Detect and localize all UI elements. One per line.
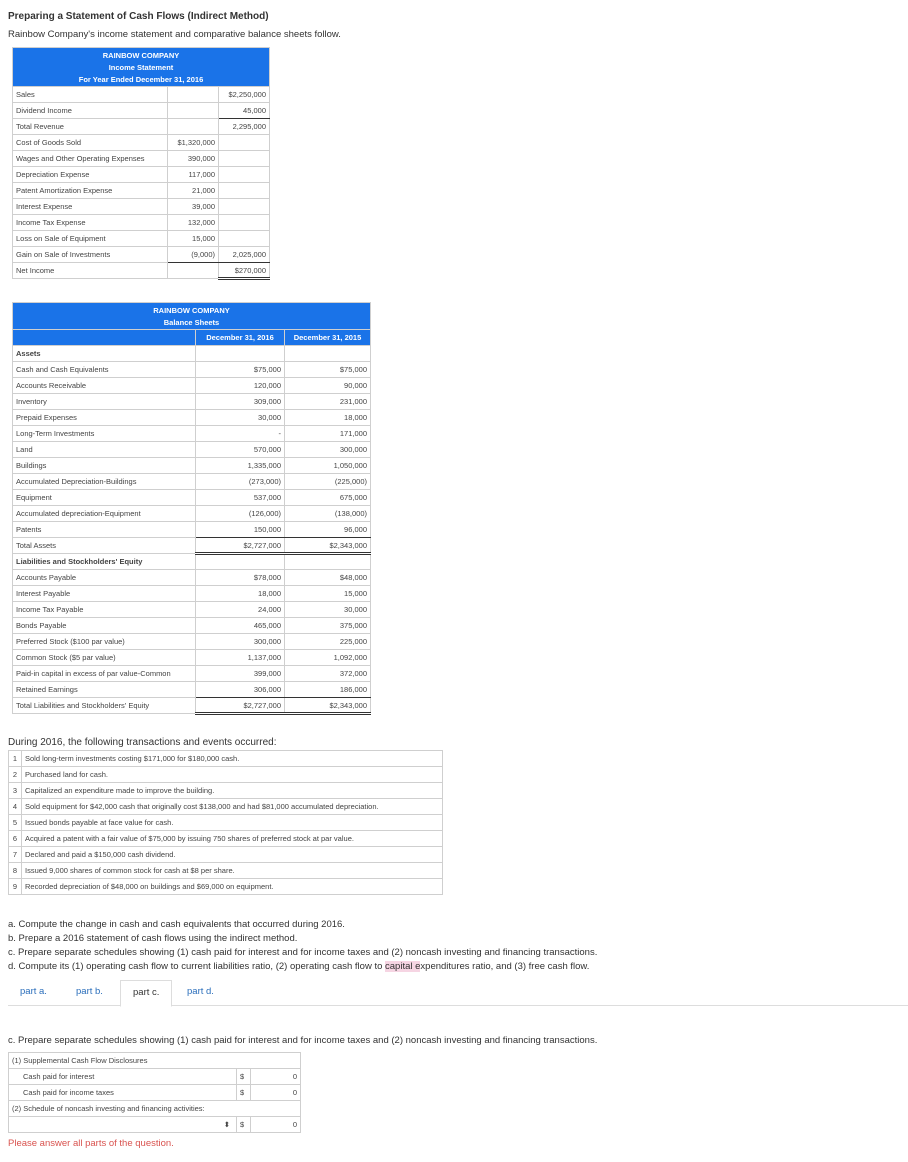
balance-sheet-header xyxy=(13,303,371,330)
table-row xyxy=(13,394,371,410)
table-row xyxy=(13,247,270,263)
row-label: Long-Term Investments xyxy=(13,426,196,442)
row-value-2016: 306,000 xyxy=(196,682,285,698)
row-label: Bonds Payable xyxy=(13,618,196,634)
table-row xyxy=(13,183,270,199)
empty-cell xyxy=(196,554,285,570)
row-value: 45,000 xyxy=(219,103,270,119)
row-label: Total Assets xyxy=(13,538,196,554)
row-value xyxy=(168,263,219,279)
tab-part-b[interactable]: part b. xyxy=(76,986,103,997)
list-item xyxy=(9,783,443,799)
row-value-2015: $2,343,000 xyxy=(285,538,371,554)
item-number: 9 xyxy=(9,879,22,895)
row-label: Buildings xyxy=(13,458,196,474)
item-number: 1 xyxy=(9,751,22,767)
item-text: Issued bonds payable at face value for cash. xyxy=(22,815,443,831)
table-row xyxy=(13,522,371,538)
row-value-2015: 90,000 xyxy=(285,378,371,394)
row-value-2016: 309,000 xyxy=(196,394,285,410)
row-value-2016: $75,000 xyxy=(196,362,285,378)
item-number: 6 xyxy=(9,831,22,847)
row-value xyxy=(219,151,270,167)
table-row xyxy=(13,378,371,394)
balance-col-2015: December 31, 2015 xyxy=(285,330,371,346)
row-value: 39,000 xyxy=(168,199,219,215)
row-value xyxy=(219,199,270,215)
table-row xyxy=(13,87,270,103)
question-d-text: d. Compute its (1) operating cash flow to current liabilities ratio, (2) operating cash flow to xyxy=(8,961,386,972)
row-value-2015: 15,000 xyxy=(285,586,371,602)
balance-name: Balance Sheets xyxy=(163,318,220,327)
item-text: Sold long-term investments costing $171,000 for $180,000 cash. xyxy=(22,751,443,767)
row-value-2016: 30,000 xyxy=(196,410,285,426)
row-value-2015: 171,000 xyxy=(285,426,371,442)
table-row xyxy=(13,490,371,506)
question-a: a. Compute the change in cash and cash equivalents that occurred during 2016. xyxy=(8,919,345,930)
row-value-2016: 399,000 xyxy=(196,666,285,682)
noncash-select[interactable] xyxy=(9,1117,237,1133)
row-value-2015: 375,000 xyxy=(285,618,371,634)
row-value xyxy=(219,215,270,231)
empty-cell xyxy=(285,346,371,362)
supp-heading: (1) Supplemental Cash Flow Disclosures xyxy=(9,1053,301,1069)
transactions-title: During 2016, the following transactions and events occurred: xyxy=(8,737,277,748)
transactions-list xyxy=(8,750,443,895)
row-label: Gain on Sale of Investments xyxy=(13,247,168,263)
item-number: 5 xyxy=(9,815,22,831)
row-label: Net Income xyxy=(13,263,168,279)
row-value xyxy=(168,103,219,119)
row-label: Income Tax Payable xyxy=(13,602,196,618)
list-item xyxy=(9,815,443,831)
row-label: Accounts Receivable xyxy=(13,378,196,394)
row-value-2016: 570,000 xyxy=(196,442,285,458)
table-row xyxy=(13,167,270,183)
interest-label: Cash paid for interest xyxy=(9,1069,237,1085)
table-row xyxy=(13,650,371,666)
income-period: For Year Ended December 31, 2016 xyxy=(78,75,204,84)
table-row xyxy=(13,410,371,426)
tax-label: Cash paid for income taxes xyxy=(9,1085,237,1101)
table-row xyxy=(13,458,371,474)
row-value-2015: $75,000 xyxy=(285,362,371,378)
row-value-2016: $2,727,000 xyxy=(196,698,285,714)
question-d-rest: xpenditures ratio, and (3) free cash flow. xyxy=(420,961,590,972)
row-value-2016: 120,000 xyxy=(196,378,285,394)
noncash-input[interactable]: 0 xyxy=(251,1117,301,1133)
row-value: 132,000 xyxy=(168,215,219,231)
item-text: Purchased land for cash. xyxy=(22,767,443,783)
row-value-2015: 1,050,000 xyxy=(285,458,371,474)
part-c-prompt: c. Prepare separate schedules showing (1) cash paid for interest and for income taxes and (2) noncash investing and financing transactions. xyxy=(8,1035,598,1046)
row-value-2015: $2,343,000 xyxy=(285,698,371,714)
row-label: Total Liabilities and Stockholders' Equity xyxy=(13,698,196,714)
table-row xyxy=(13,474,371,490)
balance-company: RAINBOW COMPANY xyxy=(153,306,230,315)
list-item xyxy=(9,751,443,767)
list-item xyxy=(9,831,443,847)
tax-input[interactable]: 0 xyxy=(251,1085,301,1101)
row-value xyxy=(219,183,270,199)
table-row xyxy=(13,634,371,650)
liabilities-heading-label: Liabilities and Stockholders' Equity xyxy=(13,554,196,570)
item-text: Recorded depreciation of $48,000 on buildings and $69,000 on equipment. xyxy=(22,879,443,895)
table-row xyxy=(13,215,270,231)
question-c: c. Prepare separate schedules showing (1) cash paid for interest and for income taxes and (2) noncash investing and financing transactions. xyxy=(8,947,598,958)
list-item xyxy=(9,799,443,815)
row-label: Patent Amortization Expense xyxy=(13,183,168,199)
item-number: 7 xyxy=(9,847,22,863)
assets-heading xyxy=(13,346,371,362)
list-item xyxy=(9,847,443,863)
row-value xyxy=(219,135,270,151)
table-row xyxy=(13,538,371,554)
row-label: Loss on Sale of Equipment xyxy=(13,231,168,247)
row-label: Total Revenue xyxy=(13,119,168,135)
tab-part-a[interactable]: part a. xyxy=(20,986,47,997)
row-value-2015: 30,000 xyxy=(285,602,371,618)
table-row xyxy=(13,586,371,602)
table-row xyxy=(13,666,371,682)
table-row xyxy=(13,602,371,618)
warning-text: Please answer all parts of the question. xyxy=(8,1138,174,1149)
intro-text: Rainbow Company's income statement and comparative balance sheets follow. xyxy=(8,29,341,40)
income-statement xyxy=(12,47,270,280)
tab-part-d[interactable]: part d. xyxy=(187,986,214,997)
row-label: Inventory xyxy=(13,394,196,410)
row-label: Equipment xyxy=(13,490,196,506)
row-value-2016: 150,000 xyxy=(196,522,285,538)
row-label: Interest Expense xyxy=(13,199,168,215)
row-value: (9,000) xyxy=(168,247,219,263)
table-row xyxy=(13,426,371,442)
row-value-2016: 1,335,000 xyxy=(196,458,285,474)
table-row xyxy=(13,199,270,215)
table-row xyxy=(13,618,371,634)
income-company: RAINBOW COMPANY xyxy=(102,51,180,60)
table-row xyxy=(13,135,270,151)
table-row xyxy=(13,263,270,279)
row-value xyxy=(219,167,270,183)
table-row xyxy=(13,682,371,698)
supplemental-schedule xyxy=(8,1052,301,1133)
row-value-2016: (126,000) xyxy=(196,506,285,522)
row-label: Retained Earnings xyxy=(13,682,196,698)
row-value-2016: - xyxy=(196,426,285,442)
table-row xyxy=(13,570,371,586)
balance-sheet xyxy=(12,302,371,715)
row-value-2015: 675,000 xyxy=(285,490,371,506)
row-value-2015: 231,000 xyxy=(285,394,371,410)
list-item xyxy=(9,879,443,895)
table-row xyxy=(13,103,270,119)
empty-cell xyxy=(285,554,371,570)
income-name: Income Statement xyxy=(108,63,174,72)
interest-currency: $ xyxy=(237,1069,251,1085)
row-value-2016: $78,000 xyxy=(196,570,285,586)
interest-input[interactable]: 0 xyxy=(251,1069,301,1085)
assets-heading-label: Assets xyxy=(13,346,196,362)
item-text: Acquired a patent with a fair value of $75,000 by issuing 750 shares of preferred stock at par value. xyxy=(22,831,443,847)
empty-cell xyxy=(196,346,285,362)
row-value-2016: 24,000 xyxy=(196,602,285,618)
question-b: b. Prepare a 2016 statement of cash flows using the indirect method. xyxy=(8,933,298,944)
row-label: Preferred Stock ($100 par value) xyxy=(13,634,196,650)
row-value: $270,000 xyxy=(219,263,270,279)
row-value: $1,320,000 xyxy=(168,135,219,151)
updown-icon[interactable]: ⬍ xyxy=(223,1120,230,1129)
item-text: Sold equipment for $42,000 cash that originally cost $138,000 and had $81,000 accumulated depreciation. xyxy=(22,799,443,815)
table-row xyxy=(13,119,270,135)
row-value-2015: 300,000 xyxy=(285,442,371,458)
row-label: Dividend Income xyxy=(13,103,168,119)
row-value: 15,000 xyxy=(168,231,219,247)
row-value-2016: $2,727,000 xyxy=(196,538,285,554)
list-item xyxy=(9,863,443,879)
table-row xyxy=(13,698,371,714)
row-label: Accounts Payable xyxy=(13,570,196,586)
row-value-2015: 372,000 xyxy=(285,666,371,682)
row-value-2016: 18,000 xyxy=(196,586,285,602)
income-statement-header xyxy=(13,48,270,87)
item-text: Capitalized an expenditure made to improve the building. xyxy=(22,783,443,799)
row-label: Cash and Cash Equivalents xyxy=(13,362,196,378)
row-label: Accumulated Depreciation-Buildings xyxy=(13,474,196,490)
row-label: Land xyxy=(13,442,196,458)
liabilities-heading xyxy=(13,554,371,570)
row-label: Wages and Other Operating Expenses xyxy=(13,151,168,167)
table-row xyxy=(13,231,270,247)
row-value-2015: 96,000 xyxy=(285,522,371,538)
item-number: 2 xyxy=(9,767,22,783)
row-value-2015: 186,000 xyxy=(285,682,371,698)
row-label: Patents xyxy=(13,522,196,538)
question-d-highlight: capital e xyxy=(385,961,421,972)
noncash-currency: $ xyxy=(237,1117,251,1133)
item-number: 3 xyxy=(9,783,22,799)
row-value-2015: (138,000) xyxy=(285,506,371,522)
row-value: $2,250,000 xyxy=(219,87,270,103)
row-value-2015: 18,000 xyxy=(285,410,371,426)
row-value-2016: (273,000) xyxy=(196,474,285,490)
row-value-2015: 1,092,000 xyxy=(285,650,371,666)
row-value xyxy=(219,231,270,247)
row-label: Common Stock ($5 par value) xyxy=(13,650,196,666)
row-label: Depreciation Expense xyxy=(13,167,168,183)
table-row xyxy=(13,506,371,522)
row-value-2015: $48,000 xyxy=(285,570,371,586)
row-value-2016: 537,000 xyxy=(196,490,285,506)
balance-col-2016: December 31, 2016 xyxy=(196,330,285,346)
noncash-heading: (2) Schedule of noncash investing and financing activities: xyxy=(9,1101,301,1117)
row-value-2016: 1,137,000 xyxy=(196,650,285,666)
page-title: Preparing a Statement of Cash Flows (Indirect Method) xyxy=(8,11,269,22)
row-value-2016: 465,000 xyxy=(196,618,285,634)
balance-col-label xyxy=(13,330,196,346)
part-tabs xyxy=(8,980,908,1006)
row-label: Interest Payable xyxy=(13,586,196,602)
row-value: 2,295,000 xyxy=(219,119,270,135)
row-label: Paid-in capital in excess of par value-Common xyxy=(13,666,196,682)
tab-part-c[interactable]: part c. xyxy=(120,980,172,1007)
row-value xyxy=(168,87,219,103)
row-label: Cost of Goods Sold xyxy=(13,135,168,151)
table-row xyxy=(13,442,371,458)
row-value-2015: (225,000) xyxy=(285,474,371,490)
row-value xyxy=(168,119,219,135)
tax-currency: $ xyxy=(237,1085,251,1101)
row-value: 390,000 xyxy=(168,151,219,167)
row-value: 117,000 xyxy=(168,167,219,183)
item-text: Issued 9,000 shares of common stock for cash at $8 per share. xyxy=(22,863,443,879)
row-label: Income Tax Expense xyxy=(13,215,168,231)
table-row xyxy=(13,362,371,378)
row-value: 2,025,000 xyxy=(219,247,270,263)
table-row xyxy=(13,151,270,167)
item-number: 8 xyxy=(9,863,22,879)
item-number: 4 xyxy=(9,799,22,815)
row-value-2016: 300,000 xyxy=(196,634,285,650)
row-value: 21,000 xyxy=(168,183,219,199)
row-label: Sales xyxy=(13,87,168,103)
item-text: Declared and paid a $150,000 cash dividend. xyxy=(22,847,443,863)
row-label: Prepaid Expenses xyxy=(13,410,196,426)
row-label: Accumulated depreciation-Equipment xyxy=(13,506,196,522)
row-value-2015: 225,000 xyxy=(285,634,371,650)
list-item xyxy=(9,767,443,783)
question-d xyxy=(8,961,589,972)
